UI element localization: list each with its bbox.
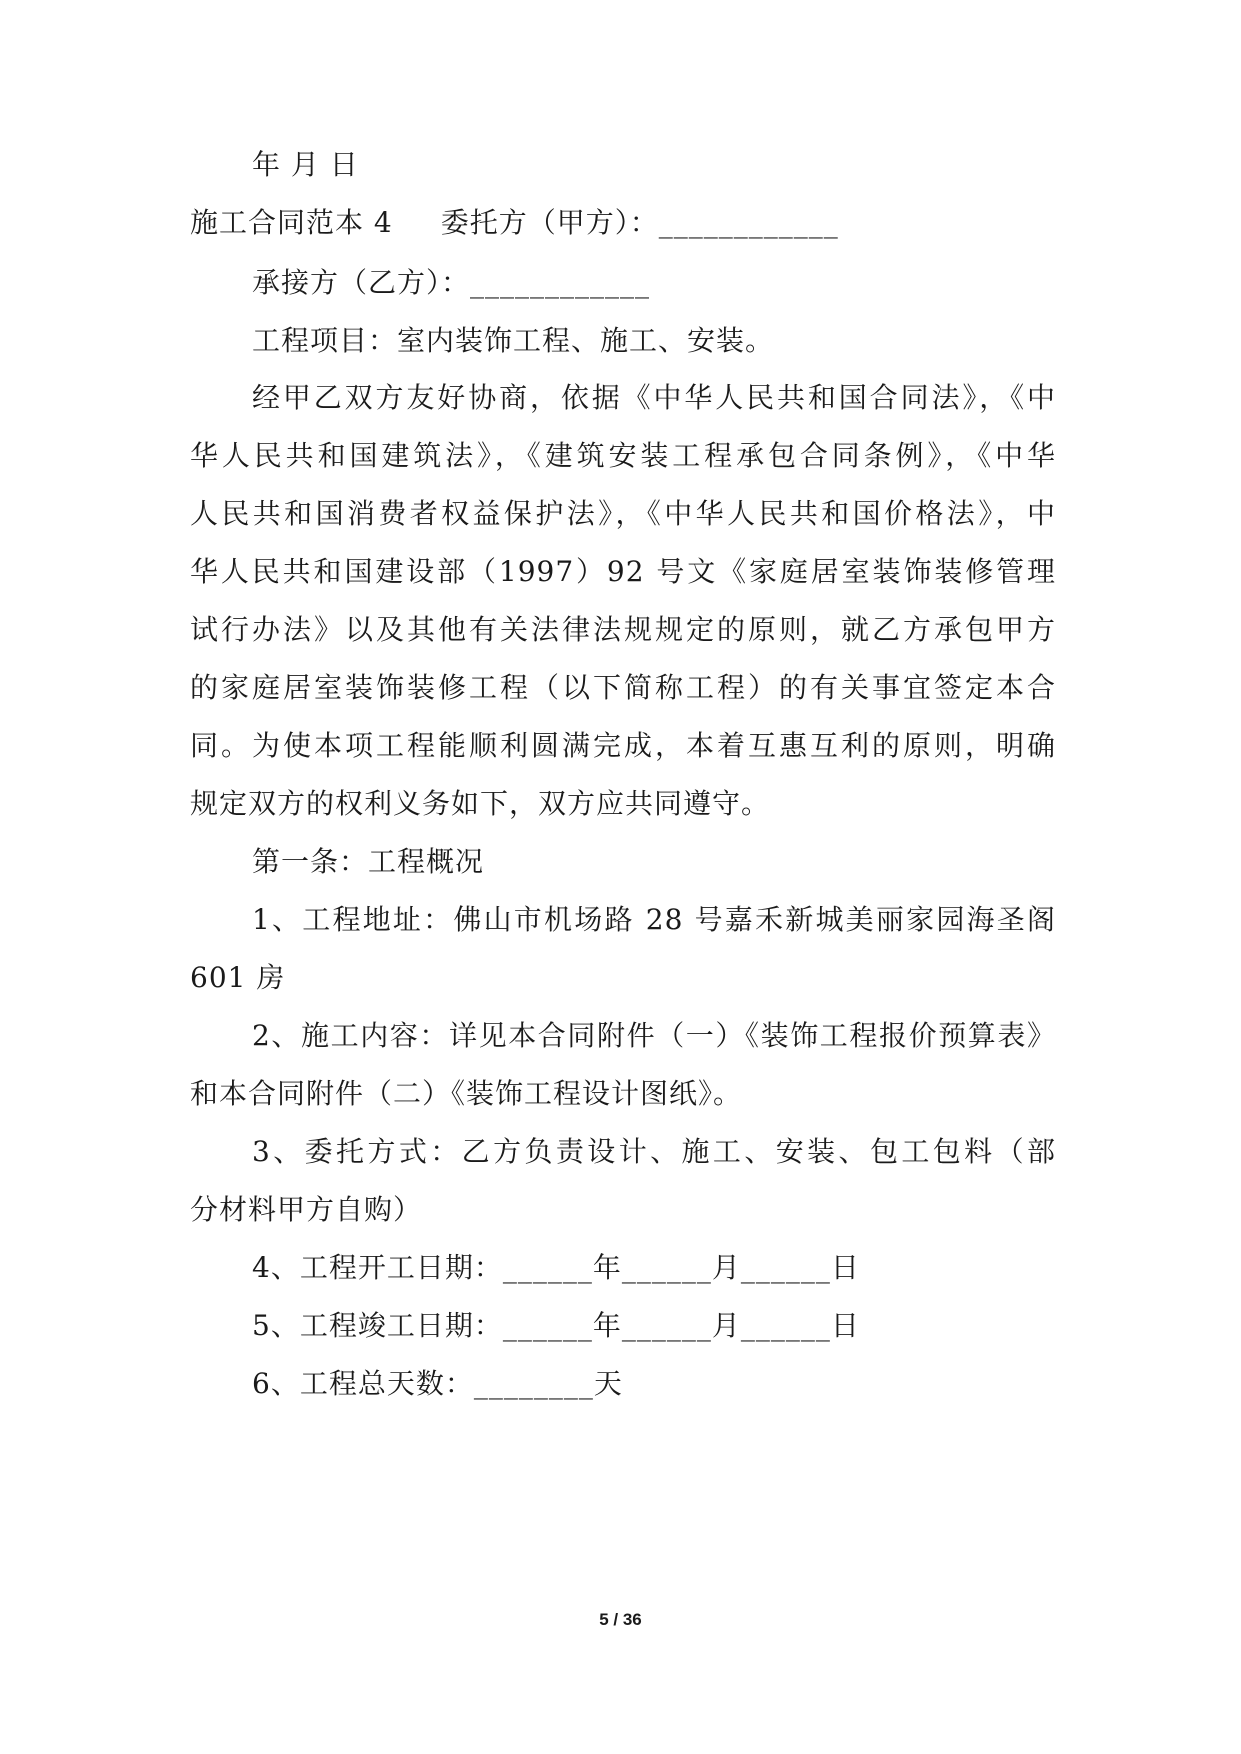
item-line: 3、委托方式：乙方负责设计、施工、安装、包工包料（部 [252,1135,1056,1168]
paragraph-line: 经甲乙双方友好协商，依据《中华人民共和国合同法》，《中 [252,381,1056,414]
total-days-line: 6、工程总天数：________天 [252,1367,623,1400]
item-line: 601 房 [190,961,286,994]
contractor-party-line: 承接方（乙方）：____________ [252,266,651,299]
paragraph-line: 华人民共和国建设部（1997）92 号文《家庭居室装饰装修管理 [190,555,1056,588]
item-line: 2、施工内容：详见本合同附件（一）《装饰工程报价预算表》 [252,1019,1056,1052]
page-number: 5 / 36 [599,1610,642,1629]
item-line: 分材料甲方自购） [190,1193,423,1226]
paragraph-line: 人民共和国消费者权益保护法》，《中华人民共和国价格法》，中 [190,497,1056,530]
paragraph-line: 的家庭居室装饰装修工程（以下简称工程）的有关事宜签定本合 [190,671,1056,704]
client-party-line: 委托方（甲方）：____________ [440,206,839,239]
contract-title: 施工合同范本 4 [190,206,393,239]
paragraph-line: 规定双方的权利义务如下，双方应共同遵守。 [190,787,771,820]
project-line: 工程项目：室内装饰工程、施工、安装。 [252,324,775,357]
item-line: 和本合同附件（二）《装饰工程设计图纸》。 [190,1077,743,1110]
item-line: 1、工程地址：佛山市机场路 28 号嘉禾新城美丽家园海圣阁 [252,903,1056,936]
paragraph-line: 试行办法》以及其他有关法律法规规定的原则，就乙方承包甲方 [190,613,1056,646]
paragraph-line: 华人民共和国建筑法》，《建筑安装工程承包合同条例》，《中华 [190,439,1056,472]
contract-heading-line [190,203,1056,243]
start-date-line: 4、工程开工日期：______年______月______日 [252,1251,860,1284]
completion-date-line: 5、工程竣工日期：______年______月______日 [252,1309,860,1342]
article-heading: 第一条：工程概况 [252,845,485,878]
date-line: 年 月 日 [252,148,359,181]
paragraph-line: 同。为使本项工程能顺利圆满完成，本着互惠互利的原则，明确 [190,729,1056,762]
